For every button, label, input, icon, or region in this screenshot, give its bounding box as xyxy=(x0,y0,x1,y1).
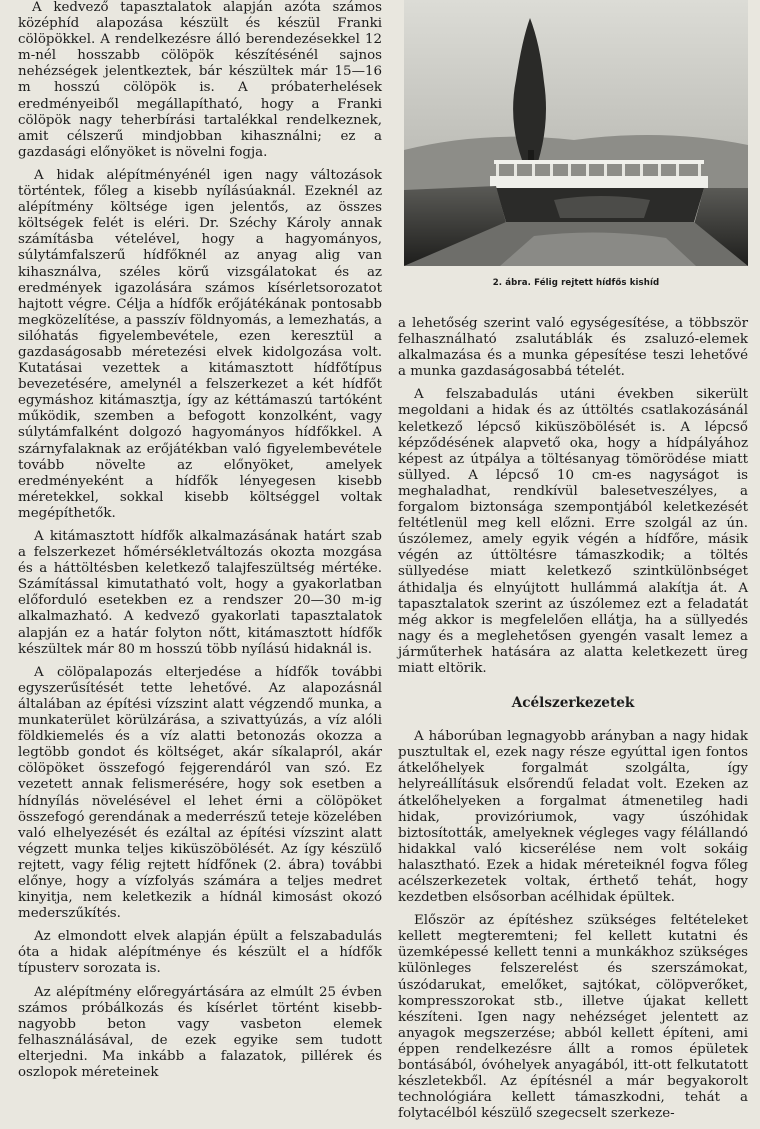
paragraph: A cölöpalapozás elterjedése a hídfők további egyszerűsítését tette lehetővé. Az alapozásnál általában az építési vízszint alatt végzendő munka, a munkaterület körülzárása, a szivattyúzás, a víz alóli földkiemelés és a víz alatti betonozás okozza a legtöbb gondot és költséget, akár síkalapról, akár cölöpöket összefogó fejgerendáról van szó. Ez vezetett annak felismerésére, hogy sok esetben a hídnyílás növelésével el lehet érni a cölöpöket összefogó gerendának a mederrészű teteje közelében való elhelyezését és ezáltal az építési vízszint alatt végzett munka teljes kiküszöbölését. Az így készülő rejtett, vagy félig rejtett hídfőnek (2. ábra) további előnye, hogy a vízfolyás számára a teljes medret kinyitja, nem keletkezik a hídnál kimosást okozó mederszűkítés. xyxy=(18,664,382,922)
bridge-photo xyxy=(404,0,748,266)
figure-caption: 2. ábra. Félig rejtett hídfős kishíd xyxy=(492,278,660,288)
paragraph: A kitámasztott hídfők alkalmazásának határt szab a felszerkezet hőmérsékletváltozás okozta mozgása és a háttöltésben keletkező talajfeszültség mértéke. Számítással kimutatható volt, hogy a gyakorlatban előforduló esetekben ez a rendszer 20—30 m-ig alkalmazható. A kedvező gyakorlati tapasztalatok alapján ez a határ folyton nőtt, kitámasztott hídfők készültek már 80 m hosszú több nyílású hidaknál is. xyxy=(18,529,382,657)
paragraph: Először az építéshez szükséges feltételeket kellett megteremteni; fel kellett kutatni és üzemképessé kellett tenni a munkákhoz szükséges különleges felszerelést és szerszámokat, úszódarukat, emelőket, sajtókat, cölöpverőket, kompresszorokat stb., illetve újakat kellett készíteni. Igen nagy nehézséget jelentett az anyagok megszerzése; abból kellett építeni, ami éppen rendelkezésre állt a romos épületek bontásából, óvóhelyek anyagából, itt-ott felkutatott készletekből. Az építésnél a már begyakorolt technológiára kellett támaszkodni, tehát a folytacélból készülő szegecselt szerkeze- xyxy=(398,913,748,1122)
right-column xyxy=(398,316,748,1129)
paragraph: Az elmondott elvek alapján épült a felszabadulás óta a hidak alépítménye és készült el a hídfők típusterv sorozata is. xyxy=(18,929,382,977)
paragraph: A felszabadulás utáni években sikerült megoldani a hidak és az úttöltés csatlakozásánál keletkező lépcső kiküszöbölését is. A lépcső képződésének alapvető oka, hogy a hídpályához képest az útpálya a töltésanyag tömörödése miatt süllyed. A lépcső 10 cm-es nagyságot is meghaladhat, rendkívül balesetveszélyes, a forgalom biztonsága szempontjából keletkezését feltétlenül meg kell előzni. Erre szolgál az ún. úszólemez, amely egyik végén a hídfőre, másik végén az úttöltésre támaszkodik; a töltés süllyedése miatt keletkező szintkülönbséget áthidalja és elnyújtott hullámmá alakítja át. A tapasztalatok szerint az úszólemez ezt a feladatát még akkor is megfelelően ellátja, ha a süllyedés nagy és a meglehetősen gyengén vasalt lemez a járműterhek hatására az alatta keletkezett üreg miatt eltörik. xyxy=(398,387,748,676)
paragraph: A kedvező tapasztalatok alapján azóta számos középhíd alapozása készült és készül Franki cölöpökkel. A rendelkezésre álló berendezésekkel 12 m-nél hosszabb cölöpök készítésénél sajnos nehézségek jelentkeztek, bár készültek már 15—16 m hosszú cölöpök is. A próbaterhelések eredményeiből megállapítható, hogy a Franki cölöpök nagy teherbírási tartalékkal rendelkeznek, amit célszerű mindjobban kihasználni; ez a gazdasági előnyöket is növelni fogja. xyxy=(18,0,382,160)
paragraph: A háborúban legnagyobb arányban a nagy hidak pusztultak el, ezek nagy része egyúttal igen fontos átkelőhelyek forgalmát szolgálta, így helyreállításuk elsőrendű feladat volt. Ezeken az átkelőhelyeken a forgalmat átmenetileg hadi hidak, provizóriumok, vagy úszóhidak biztosították, amelyeknek végleges vagy félállandó hidakkal való kicserélése nem volt sokáig halasztható. Ezek a hidak méreteiknél fogva főleg acélszerkezetek voltak, érthető tehát, hogy kezdetben elsősorban acélhidak épültek. xyxy=(398,729,748,906)
bridge-photo-image xyxy=(404,0,748,266)
left-column xyxy=(18,0,382,1088)
section-heading: Acélszerkezetek xyxy=(511,695,635,712)
paragraph: Az alépítmény előregyártására az elmúlt 25 évben számos próbálkozás és kísérlet történt kisebb-nagyobb beton vagy vasbeton elemek felhasználásával, de ezek egyike sem tudott elterjedni. Ma inkább a falazatok, pillérek és oszlopok méreteinek xyxy=(18,984,382,1080)
paragraph: a lehetőség szerint való egységesítése, a többször felhasználható zsalutáblák és zsaluzó-elemek alkalmazása és a munka gépesítése teszi lehetővé a munka gazdaságosabbá tételét. xyxy=(398,316,748,380)
paragraph: A hidak alépítményénél igen nagy változások történtek, főleg a kisebb nyílásúaknál. Ezeknél az alépítmény költsége igen jelentős, az összes költségek felét is eléri. Dr. Széchy Károly annak számításba vételével, hogy a hagyományos, súlytámfalszerű hídfőknél az anyag alig van kihasználva, széles körű vizsgálatokat és az eredmények igazolására számos kísérletsorozatot hajtott végre. Célja a hídfők erőjátékának pontosabb megközelítése, a passzív földnyomás, a lemezhatás, a silóhatás figyelembevétele, ezen keresztül a gazdaságosabb méretezési elvek kidolgozása volt. Kutatásai vezettek a kitámasztott hídfőtípus bevezetésére, amelynél a felszerkezet a két hídfőt egymáshoz kitámasztja, így az kéttámaszú tartóként működik, szemben a befogott konzolként, vagy súlytámfalként dolgozó hagyományos hídfőkkel. A szárnyfalaknak az erőjátékban való figyelembevétele tovább növelte az előnyöket, amelyek eredményeként a hídfők lényegesen kisebb méretekkel, sokkal kisebb költséggel voltak megépíthetők. xyxy=(18,167,382,521)
